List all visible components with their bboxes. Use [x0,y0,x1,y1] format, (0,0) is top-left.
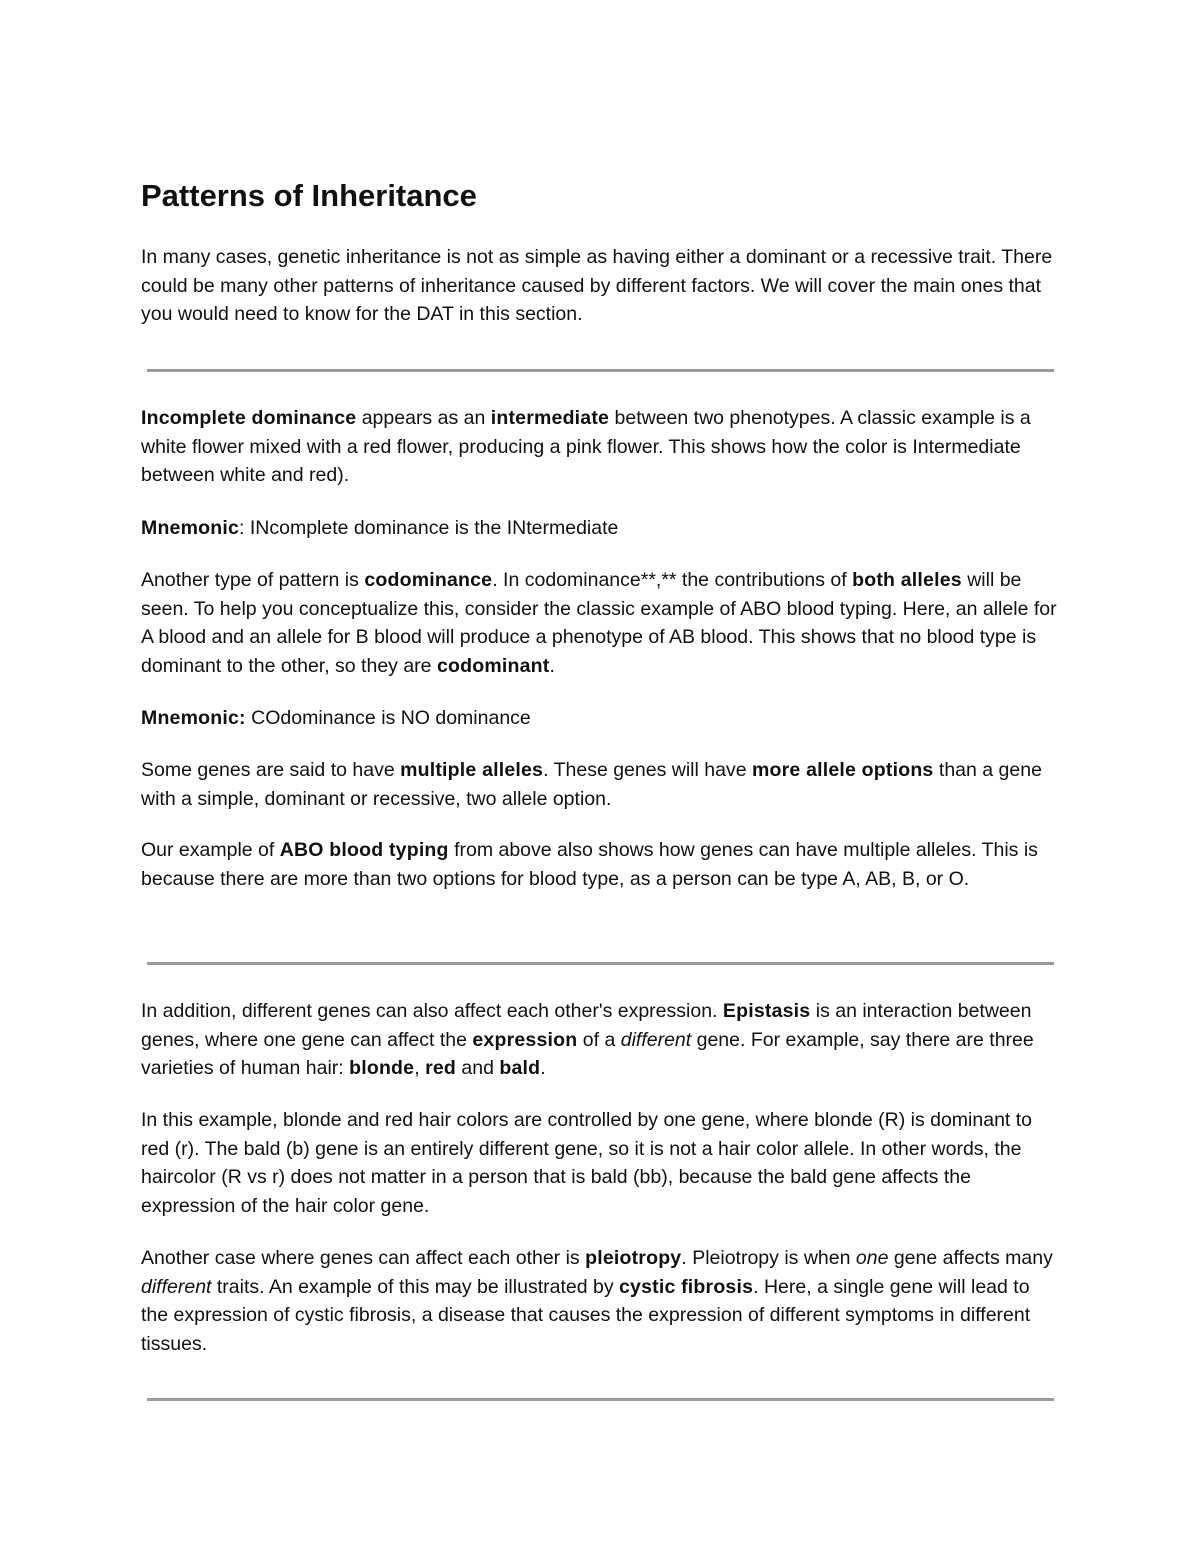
term-more-allele-options: more allele options [751,759,934,781]
mnemonic-label: Mnemonic [141,517,240,539]
pleiotropy-paragraph: Another case where genes can affect each other is pleiotropy. Pleiotropy is when one gene affects many different traits. An example of this may be illustrated by cystic fibrosis. Here, a single gene will lead to the expression of cystic fibrosis, a disease that causes the expression of different symptoms in different tissues. [141,1247,1053,1356]
term-incomplete-dominance: Incomplete dominance [141,407,357,429]
epistasis-paragraph: In addition, different genes can also affect each other's expression. Epistasis is an interaction between genes, where one gene can affect the expression of a different gene. For example, say there are three varieties of human hair: blonde, red and bald. [141,1000,1034,1080]
mnemonic-codominance-paragraph: Mnemonic: COdominance is NO dominance [141,707,531,729]
multiple-alleles-paragraph: Some genes are said to have multiple alleles. These genes will have more allele options than a gene with a simple, dominant or recessive, two allele option. [141,759,1042,810]
term-blonde: blonde [349,1057,415,1080]
term-red: red [425,1057,457,1080]
incomplete-dominance-paragraph: Incomplete dominance appears as an intermediate between two phenotypes. A classic example is a white flower mixed with a red flower, producing a pink flower. This shows how the color is Intermediate between white and red). [141,407,1031,487]
section-divider-2 [147,962,1054,965]
intro-text: In many cases, genetic inheritance is not as simple as having either a dominant or a recessive trait. There could be many other patterns of inheritance caused by different factors. We will cover the main ones that you would need to know for the DAT in this section. [141,246,1053,326]
term-expression: expression [472,1028,578,1051]
section-divider-3 [147,1398,1054,1401]
term-codominance: codominance [364,569,493,591]
term-both-alleles: both alleles [852,569,962,591]
term-bald: bald [499,1057,541,1080]
emphasis-different: different [620,1028,692,1051]
term-abo-blood-typing: ABO blood typing [279,839,449,861]
term-codominant: codominant [436,655,550,678]
term-intermediate: intermediate [490,407,610,429]
term-cystic-fibrosis: cystic fibrosis [619,1275,754,1298]
term-multiple-alleles: multiple alleles [400,759,544,781]
page-title: Patterns of Inheritance [141,178,477,213]
hair-color-example-paragraph: In this example, blonde and red hair colors are controlled by one gene, where blonde (R) is dominant to red (r). The bald (b) gene is an entirely different gene, so it is not a hair color allele. In other words, the haircolor (R vs r) does not matter in a person that is bald (bb), because the bald gene affects the expression of the hair color gene. [141,1109,1033,1218]
codominance-paragraph: Another type of pattern is codominance. In codominance**,** the contributions of both alleles will be seen. To help you conceptualize this, consider the classic example of ABO blood typing. Here, an allele for A blood and an allele for B blood will produce a phenotype of AB blood. This shows that no blood type is dominant to the other, so they are codominant. [141,569,1057,678]
emphasis-different: different [141,1275,212,1298]
mnemonic-label: Mnemonic: [141,707,246,729]
mnemonic-incomplete-paragraph: Mnemonic: INcomplete dominance is the INtermediate [141,517,619,539]
intro-paragraph [141,243,1061,329]
emphasis-one: one [855,1247,889,1269]
term-pleiotropy: pleiotropy [585,1247,682,1269]
term-epistasis: Epistasis [722,1000,811,1022]
abo-blood-typing-paragraph: Our example of ABO blood typing from above also shows how genes can have multiple alleles. This is because there are more than two options for blood type, as a person can be type A, AB, B, or O. [141,839,1038,890]
section-divider-1 [147,369,1054,372]
